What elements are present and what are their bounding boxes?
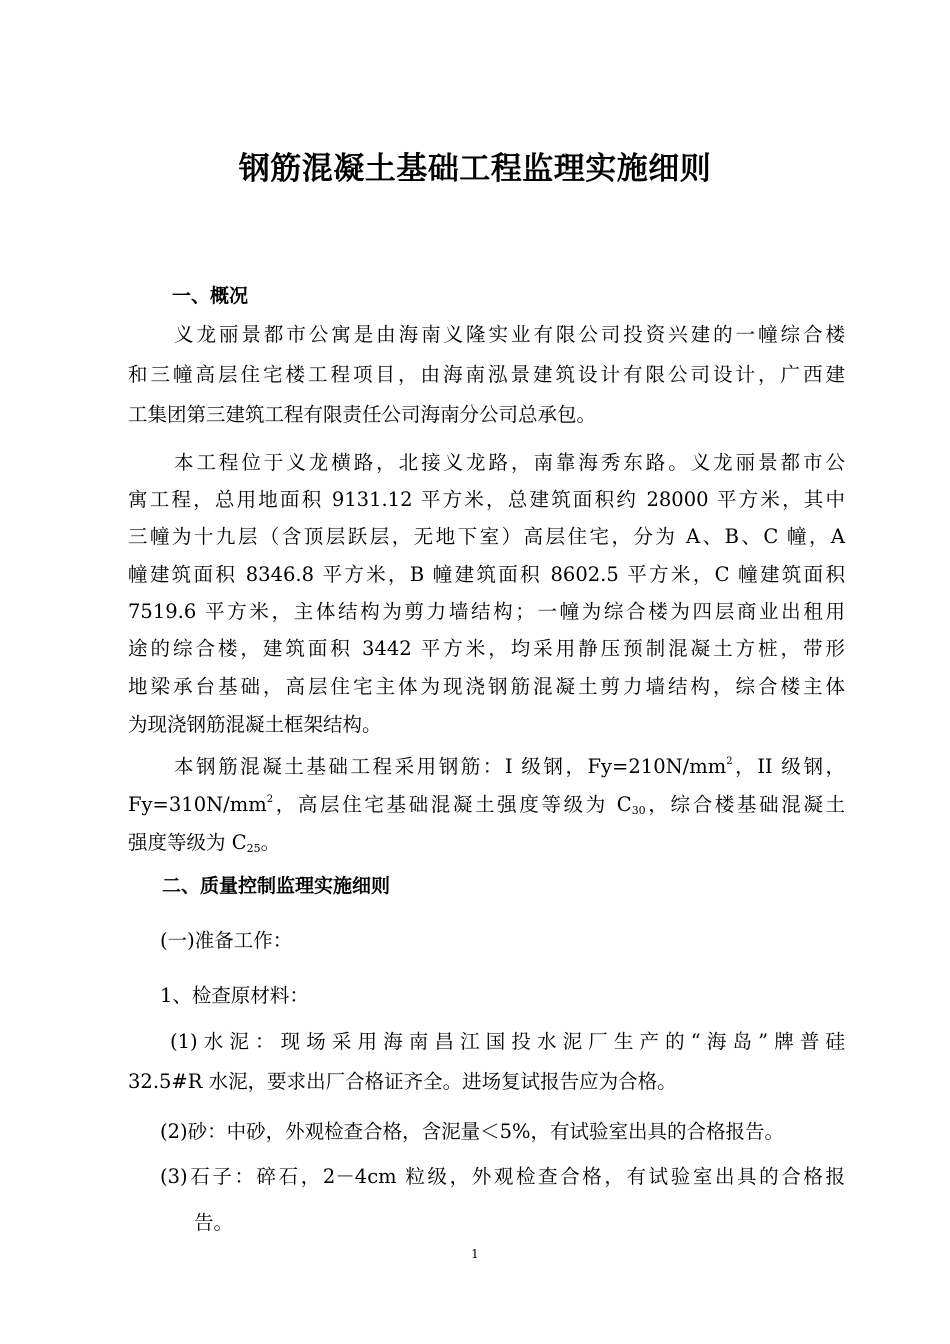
paragraph-line: 幢建筑面积 8346.8 平方米，B 幢建筑面积 8602.5 平方米，C 幢建筑面积 bbox=[128, 563, 845, 586]
list-item: (1)水泥：现场采用海南昌江国投水泥厂生产的“海岛”牌普硅 bbox=[170, 1030, 845, 1053]
superscript: 2 bbox=[726, 756, 733, 767]
page-number: 1 bbox=[471, 1247, 479, 1261]
paragraph-line: 寓工程，总用地面积 9131.12 平方米，总建筑面积约 28000 平方米，其中 bbox=[128, 488, 845, 511]
section-heading-quality-control: 二、质量控制监理实施细则 bbox=[162, 875, 391, 897]
list-item: (3)石子：碎石，2－4cm 粒级，外观检查合格，有试验室出具的合格报 bbox=[160, 1165, 845, 1188]
subscript: 25 bbox=[246, 842, 261, 855]
text-run: 。 bbox=[260, 831, 281, 854]
paragraph-line: 为现浇钢筋混凝土框架结构。 bbox=[128, 713, 382, 736]
text-run: 强度等级为 C bbox=[128, 831, 247, 854]
paragraph-line bbox=[174, 752, 845, 782]
paragraph-line bbox=[128, 790, 845, 820]
paragraph-line: 7519.6 平方米，主体结构为剪力墙结构；一幢为综合楼为四层商业出租用 bbox=[128, 600, 845, 623]
paragraph-line bbox=[128, 828, 280, 858]
document-title: 钢筋混凝土基础工程监理实施细则 bbox=[238, 151, 712, 187]
paragraph-line: 和三幢高层住宅楼工程项目，由海南泓景建筑设计有限公司设计，广西建 bbox=[128, 363, 845, 386]
text-run: ，II 级钢， bbox=[732, 755, 846, 778]
paragraph-line: 途的综合楼，建筑面积 3442 平方米，均采用静压预制混凝土方桩，带形 bbox=[128, 637, 845, 660]
superscript: 2 bbox=[266, 794, 274, 805]
list-item-continuation: 告。 bbox=[194, 1211, 234, 1234]
subscript: 30 bbox=[631, 804, 646, 817]
paragraph-line: 工集团第三建筑工程有限责任公司海南分公司总承包。 bbox=[128, 403, 597, 426]
text-run: ，综合楼基础混凝土 bbox=[645, 793, 845, 816]
text-run: 本钢筋混凝土基础工程采用钢筋：I 级钢，Fy=210N/mm bbox=[174, 755, 727, 778]
paragraph-line: 本工程位于义龙横路，北接义龙路，南靠海秀东路。义龙丽景都市公 bbox=[174, 451, 845, 474]
text-run: ，高层住宅基础混凝土强度等级为 C bbox=[273, 793, 632, 816]
list-item: 1、检查原材料： bbox=[160, 984, 309, 1007]
paragraph-line: 三幢为十九层（含顶层跃层，无地下室）高层住宅，分为 A、B、C 幢，A bbox=[128, 525, 845, 548]
subsection-heading: (一)准备工作： bbox=[160, 929, 293, 952]
text-run: Fy=310N/mm bbox=[128, 793, 267, 816]
list-item: (2)砂：中砂，外观检查合格，含泥量＜5%，有试验室出具的合格报告。 bbox=[160, 1120, 785, 1143]
list-item-continuation: 32.5#R 水泥，要求出厂合格证齐全。进场复试报告应为合格。 bbox=[128, 1070, 677, 1093]
paragraph-line: 义龙丽景都市公寓是由海南义隆实业有限公司投资兴建的一幢综合楼 bbox=[174, 323, 845, 346]
paragraph-line: 地梁承台基础，高层住宅主体为现浇钢筋混凝土剪力墙结构，综合楼主体 bbox=[128, 675, 845, 698]
section-heading-overview: 一、概况 bbox=[172, 285, 249, 307]
